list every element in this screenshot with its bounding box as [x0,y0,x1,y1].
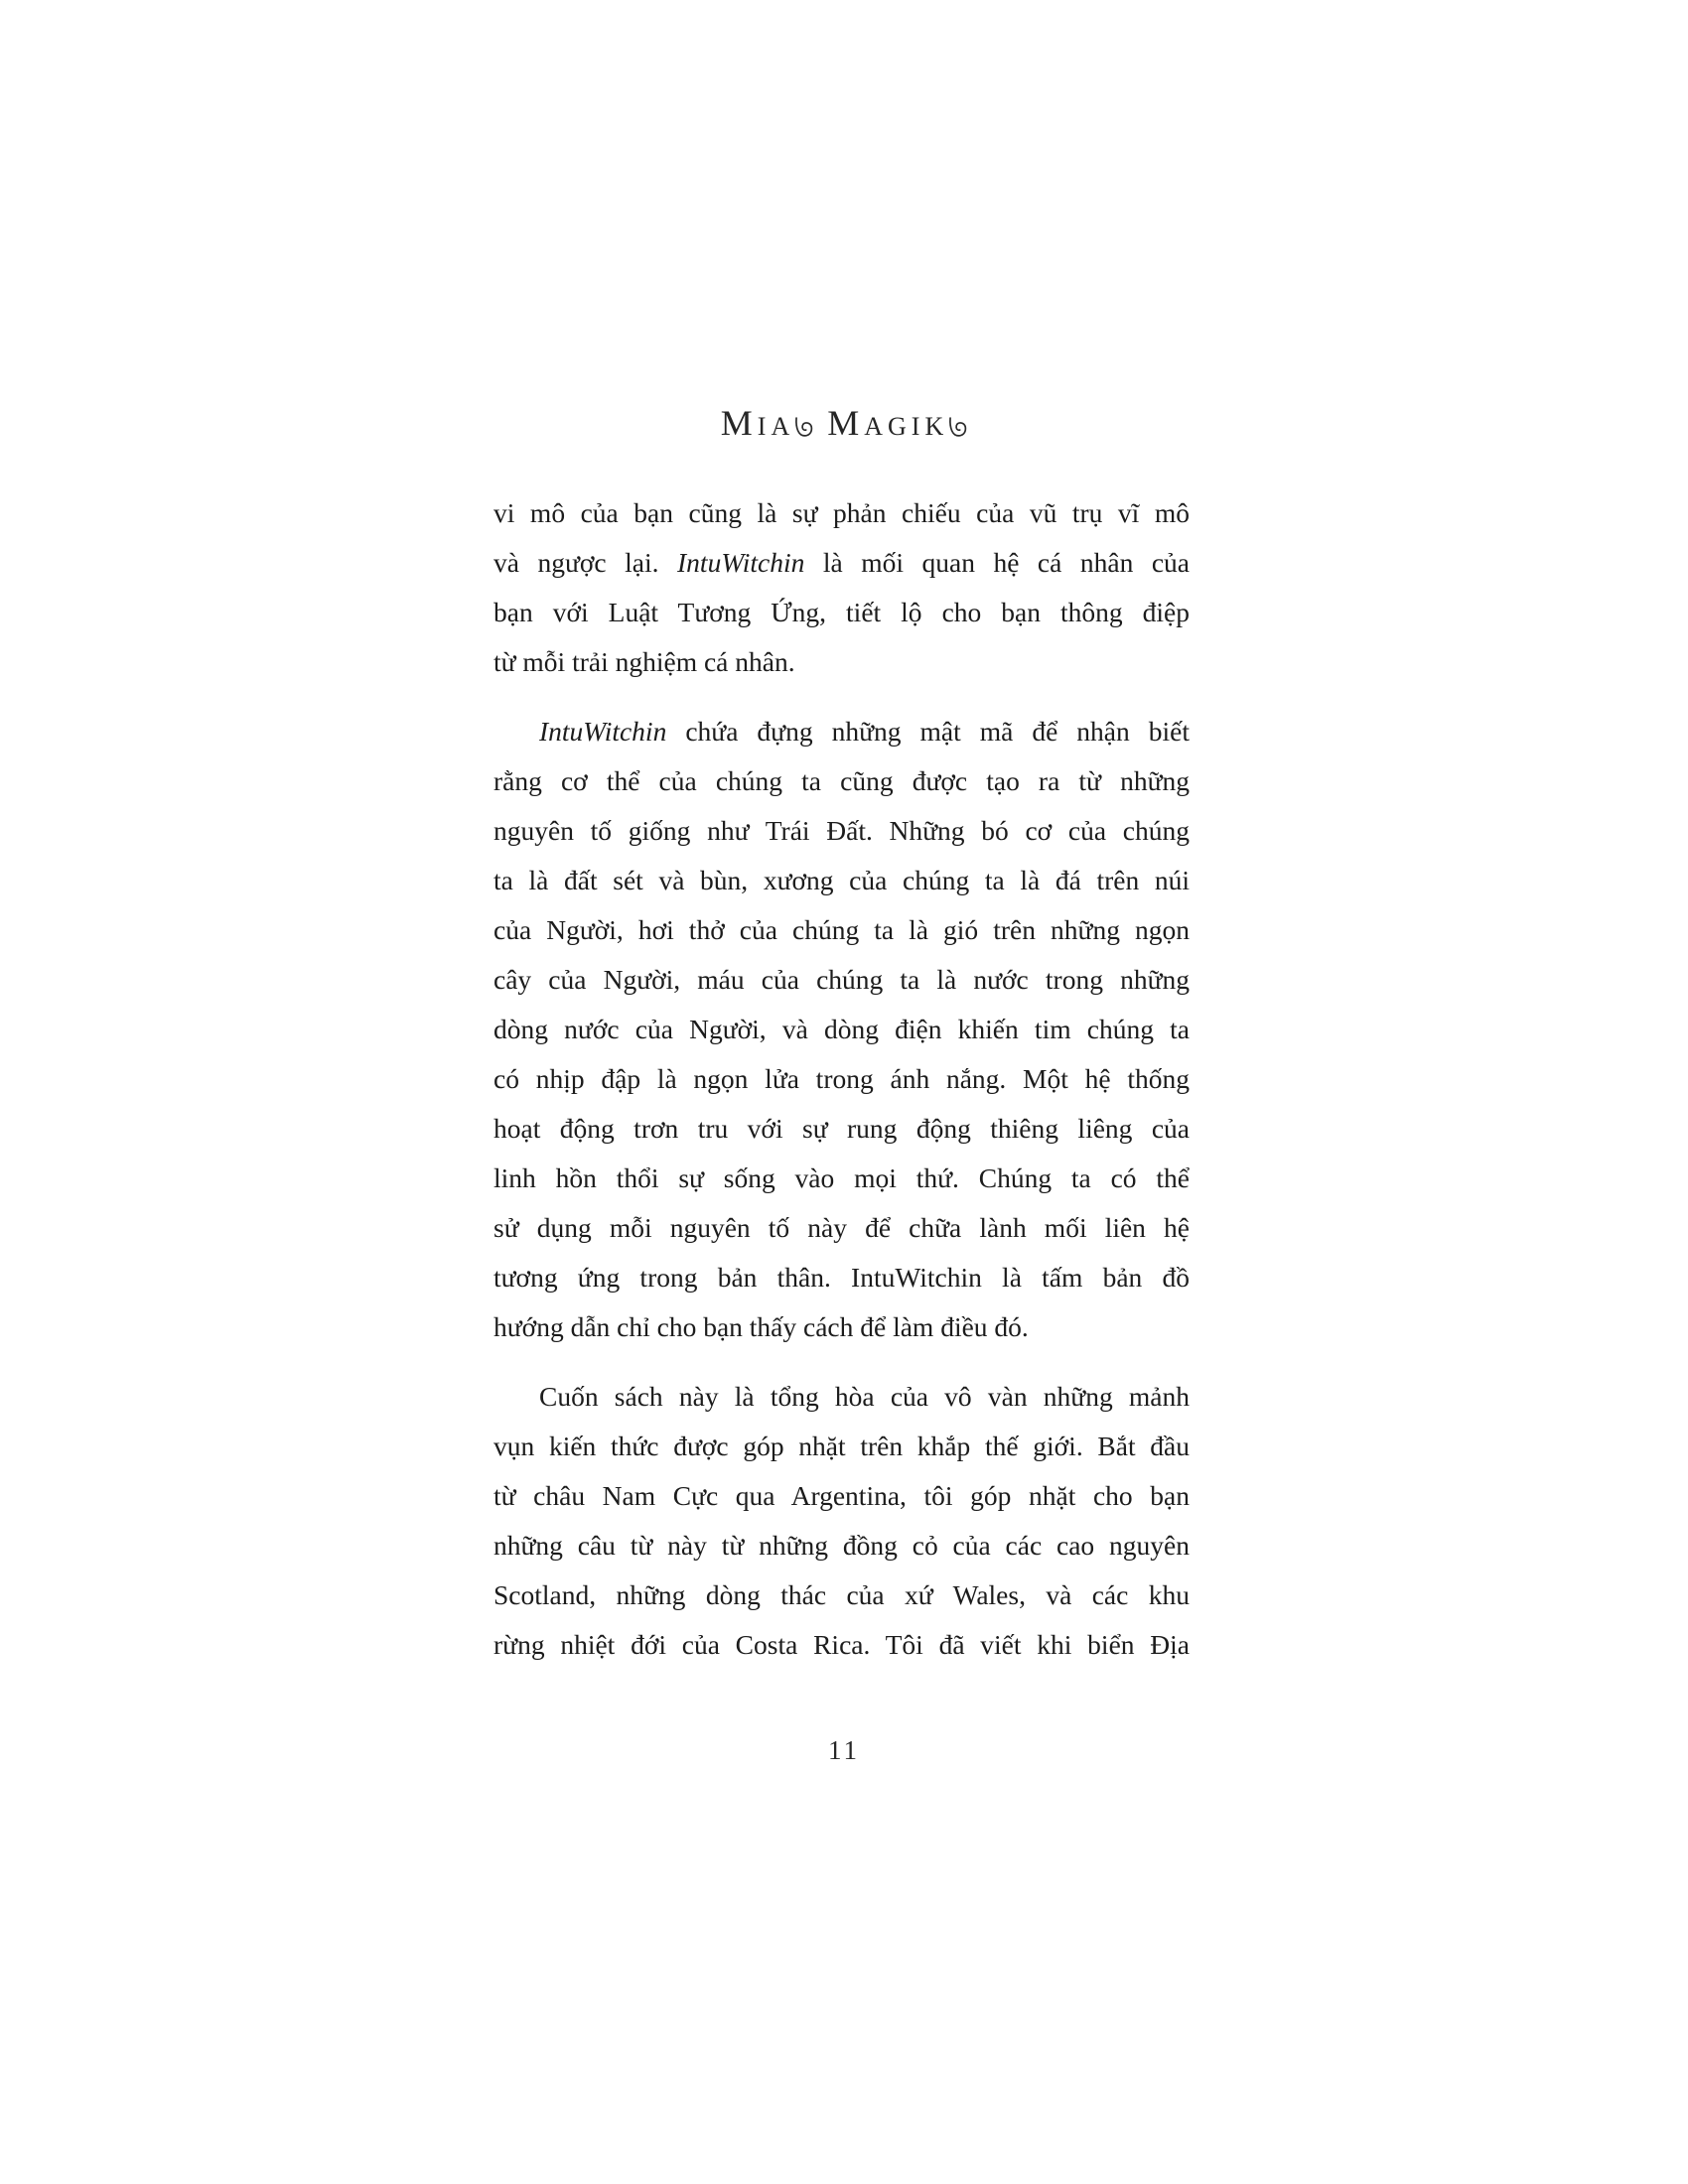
brand-initial: M [720,403,758,443]
text-segment: Cuốn sách này là tổng hòa của vô vàn những mảnh [539,1381,1190,1412]
text-line [493,588,1190,637]
text-segment: từ mỗi trải nghiệm cá nhân. [493,646,795,677]
text-segment: là mối quan hệ cá nhân của [804,547,1190,578]
text-segment: những câu từ này từ những đồng cỏ của các cao nguyên [493,1530,1190,1561]
text-segment: dòng nước của Người, và dòng điện khiến tim chúng ta [493,1014,1190,1044]
text-line [493,1570,1190,1620]
text-segment: bạn với Luật Tương Ứng, tiết lộ cho bạn thông điệp [493,597,1190,627]
text-line [493,955,1190,1005]
text-segment: hoạt động trơn tru với sự rung động thiêng liêng của [493,1113,1190,1144]
brand-word-mia [721,405,794,445]
text-line [493,1054,1190,1104]
paragraph [493,488,1190,687]
text-line [493,856,1190,905]
text-segment: ta là đất sét và bùn, xương của chúng ta là đá trên núi [493,865,1190,895]
text-segment: rằng cơ thể của chúng ta cũng được tạo ra từ những [493,765,1190,796]
brand-initial: M [827,403,865,443]
text-line [493,538,1190,588]
spiral-flourish-icon [946,414,967,440]
text-line [493,1521,1190,1570]
brand-word-magik [827,405,948,445]
text-line [493,1203,1190,1253]
text-line [493,756,1190,806]
body-text [493,488,1190,1670]
spiral-flourish-icon [792,414,813,440]
text-segment: linh hồn thổi sự sống vào mọi thứ. Chúng ta có thể [493,1162,1190,1193]
text-segment: nguyên tố giống như Trái Đất. Những bó cơ của chúng [493,815,1190,846]
text-segment: hướng dẫn chỉ cho bạn thấy cách để làm điều đó. [493,1311,1029,1342]
text-line [493,707,1190,756]
text-line [493,1302,1190,1352]
text-line [493,488,1190,538]
text-segment: của Người, hơi thở của chúng ta là gió trên những ngọn [493,914,1190,945]
text-segment: Scotland, những dòng thác của xứ Wales, và các khu [493,1579,1190,1610]
text-segment: vụn kiến thức được góp nhặt trên khắp thế giới. Bắt đầu [493,1431,1190,1461]
text-segment: từ châu Nam Cực qua Argentina, tôi góp nhặt cho bạn [493,1480,1190,1511]
text-line [493,1005,1190,1054]
text-segment: chứa đựng những mật mã để nhận biết [666,716,1190,747]
paragraph [493,1372,1190,1670]
text-line [493,1154,1190,1203]
text-line [493,806,1190,856]
text-line [493,905,1190,955]
brand-rest: IA [757,412,795,441]
page-number: 11 [828,1735,860,1765]
text-segment: cây của Người, máu của chúng ta là nước trong những [493,964,1190,995]
text-segment: và ngược lại. [493,547,678,578]
italic-text-segment: IntuWitchin [539,716,667,747]
text-segment: rừng nhiệt đới của Costa Rica. Tôi đã viết khi biển Địa [493,1629,1190,1660]
text-line [493,1253,1190,1302]
brand-rest: AGIK [864,412,949,441]
text-line [493,1620,1190,1670]
running-header [0,405,1688,445]
text-segment: tương ứng trong bản thân. IntuWitchin là tấm bản đồ [493,1262,1190,1293]
text-line [493,1104,1190,1154]
text-segment: có nhịp đập là ngọn lửa trong ánh nắng. Một hệ thống [493,1063,1190,1094]
text-line [493,1471,1190,1521]
text-segment: vi mô của bạn cũng là sự phản chiếu của vũ trụ vĩ mô [493,497,1190,528]
paragraph [493,707,1190,1352]
text-line [493,637,1190,687]
text-line [493,1372,1190,1422]
italic-text-segment: IntuWitchin [677,547,805,578]
text-segment: sử dụng mỗi nguyên tố này để chữa lành mối liên hệ [493,1212,1190,1243]
text-line [493,1422,1190,1471]
